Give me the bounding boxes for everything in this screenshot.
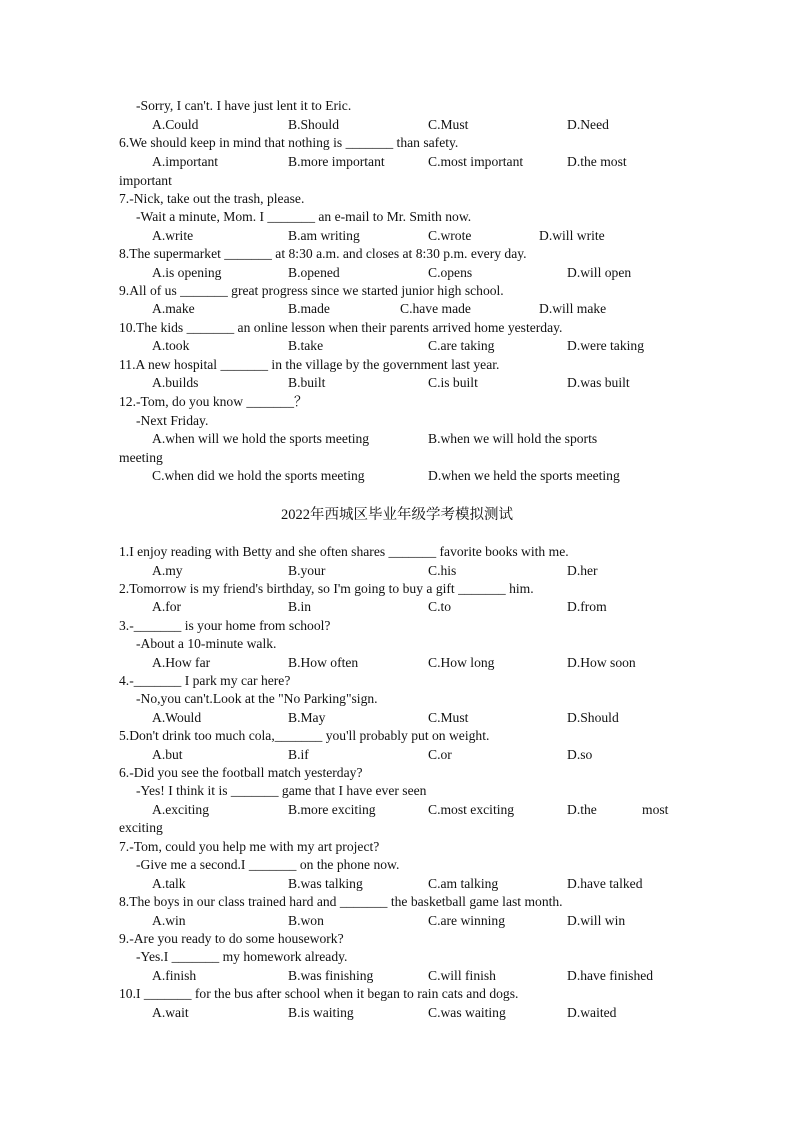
option-a[interactable]: A.important (152, 154, 219, 169)
options-row (0, 561, 794, 580)
options-row (0, 152, 794, 171)
question-stem: 10.The kids _______ an online lesson when their parents arrived home yesterday. (119, 320, 563, 335)
option-c[interactable]: C.or (428, 747, 452, 762)
option-c[interactable]: C.am talking (428, 876, 499, 891)
option-d[interactable]: D.when we held the sports meeting (428, 468, 620, 483)
question-stem: 12.-Tom, do you know _______？ (119, 394, 308, 409)
option-b[interactable]: B.made (288, 301, 330, 316)
question-stem: 1.I enjoy reading with Betty and she often shares _______ favorite books with me. (119, 544, 569, 559)
question-reply: -About a 10-minute walk. (136, 636, 277, 651)
option-a[interactable]: A.write (152, 228, 194, 243)
option-c[interactable]: C.Must (428, 710, 469, 725)
option-c[interactable]: C.will finish (428, 968, 496, 983)
option-a[interactable]: A.Would (152, 710, 202, 725)
option-d[interactable]: D.Should (567, 710, 619, 725)
options-row (0, 226, 794, 245)
options-row (0, 874, 794, 893)
option-c[interactable]: C.Must (428, 117, 469, 132)
options-row (0, 745, 794, 764)
question-stem: 5.Don't drink too much cola,_______ you'll probably put on weight. (119, 728, 490, 743)
question-reply: -Sorry, I can't. I have just lent it to Eric. (136, 98, 352, 113)
option-a[interactable]: A.builds (152, 375, 199, 390)
options-row (0, 911, 794, 930)
question-stem: 6.We should keep in mind that nothing is _______ than safety. (119, 135, 459, 150)
option-d[interactable]: D.waited (567, 1005, 617, 1020)
question-stem: 6.-Did you see the football match yesterday? (119, 765, 363, 780)
option-d[interactable]: D.will make (539, 301, 607, 316)
option-d[interactable]: D.her (567, 563, 598, 578)
question-stem: 7.-Tom, could you help me with my art project? (119, 839, 380, 854)
section-title: 2022年西城区毕业年级学考模拟测试 (281, 507, 513, 523)
question-reply: -Give me a second.I _______ on the phone now. (136, 857, 400, 872)
option-c[interactable]: C.is built (428, 375, 478, 390)
option-b[interactable]: B.in (288, 599, 312, 614)
option-b[interactable]: B.take (288, 338, 324, 353)
option-c[interactable]: C.wrote (428, 228, 472, 243)
question-stem: 3.-_______ is your home from school? (119, 618, 331, 633)
question-stem: 11.A new hospital _______ in the village by the government last year. (119, 357, 500, 372)
option-b[interactable]: B.if (288, 747, 309, 762)
option-d[interactable]: D.were taking (567, 338, 645, 353)
option-b[interactable]: B.more exciting (288, 802, 376, 817)
option-b[interactable]: B.How often (288, 655, 359, 670)
options-row (0, 429, 794, 448)
option-b[interactable]: B.your (288, 563, 326, 578)
option-d[interactable]: D.have finished (567, 968, 654, 983)
option-a[interactable]: A.finish (152, 968, 197, 983)
options-row (0, 800, 794, 819)
option-b[interactable]: B.built (288, 375, 326, 390)
options-row (0, 653, 794, 672)
question-stem: 10.I _______ for the bus after school when it began to rain cats and dogs. (119, 986, 519, 1001)
option-b[interactable]: B.May (288, 710, 326, 725)
question-reply: -Wait a minute, Mom. I _______ an e-mail to Mr. Smith now. (136, 209, 472, 224)
option-c[interactable]: C.How long (428, 655, 495, 670)
option-wrap: meeting (119, 450, 163, 465)
option-a[interactable]: A.took (152, 338, 190, 353)
option-a[interactable]: A.How far (152, 655, 211, 670)
question-reply: -Next Friday. (136, 413, 209, 428)
option-d[interactable]: D.will open (567, 265, 632, 280)
option-d[interactable]: D.from (567, 599, 607, 614)
option-c[interactable]: C.have made (400, 301, 471, 316)
question-stem: 7.-Nick, take out the trash, please. (119, 191, 305, 206)
option-c[interactable]: C.are taking (428, 338, 495, 353)
option-b[interactable]: B.opened (288, 265, 340, 280)
option-wrap: important (119, 173, 172, 188)
question-reply: -Yes.I _______ my homework already. (136, 949, 348, 964)
option-c[interactable]: C.opens (428, 265, 473, 280)
option-a[interactable]: A.Could (152, 117, 199, 132)
option-a[interactable]: A.but (152, 747, 183, 762)
option-d[interactable]: D.have talked (567, 876, 643, 891)
option-b[interactable]: B.is waiting (288, 1005, 354, 1020)
option-c[interactable]: C.to (428, 599, 452, 614)
option-c[interactable]: C.his (428, 563, 457, 578)
option-c[interactable]: C.was waiting (428, 1005, 506, 1020)
options-row (0, 708, 794, 727)
option-b[interactable]: B.Should (288, 117, 339, 132)
option-d[interactable]: D.Need (567, 117, 609, 132)
question-stem: 2.Tomorrow is my friend's birthday, so I'm going to buy a gift _______ him. (119, 581, 534, 596)
options-row (0, 1003, 794, 1022)
option-d-continued: most (642, 802, 669, 817)
options-row (0, 336, 794, 355)
question-stem: 8.The boys in our class trained hard and _______ the basketball game last month. (119, 894, 563, 909)
question-stem: 9.-Are you ready to do some housework? (119, 931, 344, 946)
options-row (0, 373, 794, 392)
option-d[interactable]: D.will write (539, 228, 605, 243)
option-b[interactable]: B.when we will hold the sports (428, 431, 598, 446)
option-a[interactable]: A.talk (152, 876, 186, 891)
option-a[interactable]: A.for (152, 599, 182, 614)
option-d[interactable]: D.so (567, 747, 593, 762)
option-a[interactable]: A.wait (152, 1005, 189, 1020)
option-c[interactable]: C.when did we hold the sports meeting (152, 468, 365, 483)
question-stem: 4.-_______ I park my car here? (119, 673, 291, 688)
options-row (0, 597, 794, 616)
option-d[interactable]: D.will win (567, 913, 626, 928)
option-b[interactable]: B.was talking (288, 876, 363, 891)
option-c[interactable]: C.most important (428, 154, 524, 169)
option-b[interactable]: B.more important (288, 154, 385, 169)
options-row (0, 263, 794, 282)
option-d[interactable]: D.the (567, 802, 597, 817)
question-stem: 8.The supermarket _______ at 8:30 a.m. and closes at 8:30 p.m. every day. (119, 246, 527, 261)
question-reply: -No,you can't.Look at the "No Parking"sign. (136, 691, 378, 706)
option-b[interactable]: B.am writing (288, 228, 360, 243)
option-c[interactable]: C.are winning (428, 913, 506, 928)
option-b[interactable]: B.won (288, 913, 324, 928)
option-wrap: exciting (119, 820, 163, 835)
question-reply: -Yes! I think it is _______ game that I have ever seen (136, 783, 427, 798)
option-a[interactable]: A.exciting (152, 802, 210, 817)
option-a[interactable]: A.my (152, 563, 183, 578)
option-d[interactable]: D.the most (567, 154, 627, 169)
options-row (0, 966, 794, 985)
option-a[interactable]: A.win (152, 913, 186, 928)
option-c[interactable]: C.most exciting (428, 802, 515, 817)
options-row (0, 115, 794, 134)
option-d[interactable]: D.was built (567, 375, 630, 390)
option-a[interactable]: A.is opening (152, 265, 222, 280)
question-stem: 9.All of us _______ great progress since we started junior high school. (119, 283, 504, 298)
options-row (0, 299, 794, 318)
option-b[interactable]: B.was finishing (288, 968, 374, 983)
option-a[interactable]: A.make (152, 301, 195, 316)
option-d[interactable]: D.How soon (567, 655, 636, 670)
options-row (0, 466, 794, 485)
option-a[interactable]: A.when will we hold the sports meeting (152, 431, 370, 446)
